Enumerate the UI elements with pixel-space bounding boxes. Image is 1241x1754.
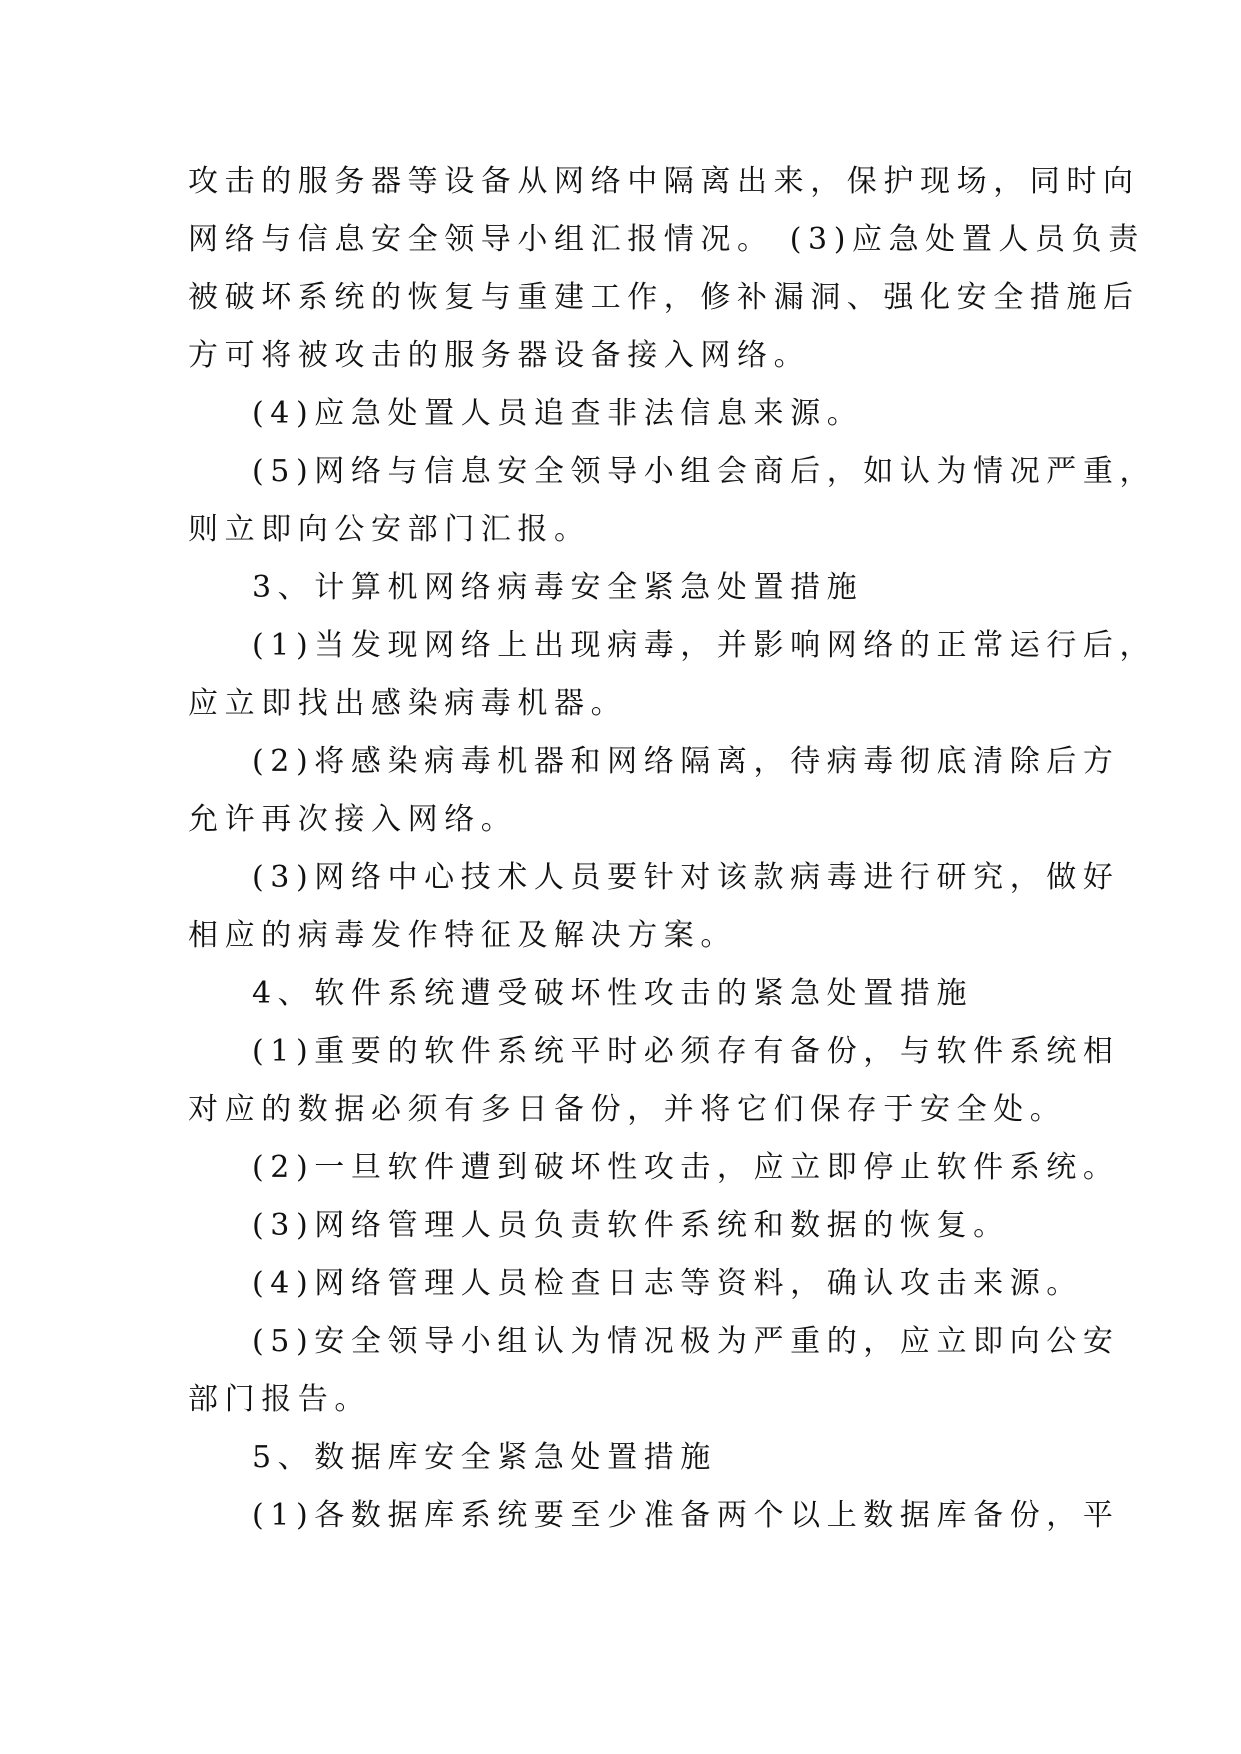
list-item: (3)网络中心技术人员要针对该款病毒进行研究，做好 xyxy=(252,860,1120,895)
list-item: (4)网络管理人员检查日志等资料，确认攻击来源。 xyxy=(252,1266,1083,1301)
text-line: 方可将被攻击的服务器设备接入网络。 xyxy=(188,338,811,373)
text-line: 相应的病毒发作特征及解决方案。 xyxy=(188,918,737,953)
text-line: 被破坏系统的恢复与重建工作，修补漏洞、强化安全措施后 xyxy=(188,280,1140,315)
list-item: (4)应急处置人员追查非法信息来源。 xyxy=(252,396,864,431)
text-line: 应立即找出感染病毒机器。 xyxy=(188,686,628,721)
text-line: 攻击的服务器等设备从网络中隔离出来，保护现场，同时向 xyxy=(188,164,1140,199)
list-item: (3)网络管理人员负责软件系统和数据的恢复。 xyxy=(252,1208,1010,1243)
list-item: (1)当发现网络上出现病毒，并影响网络的正常运行后， xyxy=(252,628,1157,663)
list-item: (2)一旦软件遭到破坏性攻击，应立即停止软件系统。 xyxy=(252,1150,1120,1185)
list-item: (5)安全领导小组认为情况极为严重的，应立即向公安 xyxy=(252,1324,1120,1359)
text-line: 对应的数据必须有多日备份，并将它们保存于安全处。 xyxy=(188,1092,1067,1127)
section-heading: 5、数据库安全紧急处置措施 xyxy=(252,1440,717,1475)
text-line: 允许再次接入网络。 xyxy=(188,802,518,837)
list-item: (1)各数据库系统要至少准备两个以上数据库备份，平 xyxy=(252,1498,1120,1533)
section-heading: 3、计算机网络病毒安全紧急处置措施 xyxy=(252,570,864,605)
list-item: (5)网络与信息安全领导小组会商后，如认为情况严重， xyxy=(252,454,1157,489)
text-line: 网络与信息安全领导小组汇报情况。 (3)应急处置人员负责 xyxy=(188,222,1145,257)
section-heading: 4、软件系统遭受破坏性攻击的紧急处置措施 xyxy=(252,976,974,1011)
text-line: 则立即向公安部门汇报。 xyxy=(188,512,591,547)
list-item: (2)将感染病毒机器和网络隔离，待病毒彻底清除后方 xyxy=(252,744,1120,779)
list-item: (1)重要的软件系统平时必须存有备份，与软件系统相 xyxy=(252,1034,1120,1069)
text-line: 部门报告。 xyxy=(188,1382,371,1417)
